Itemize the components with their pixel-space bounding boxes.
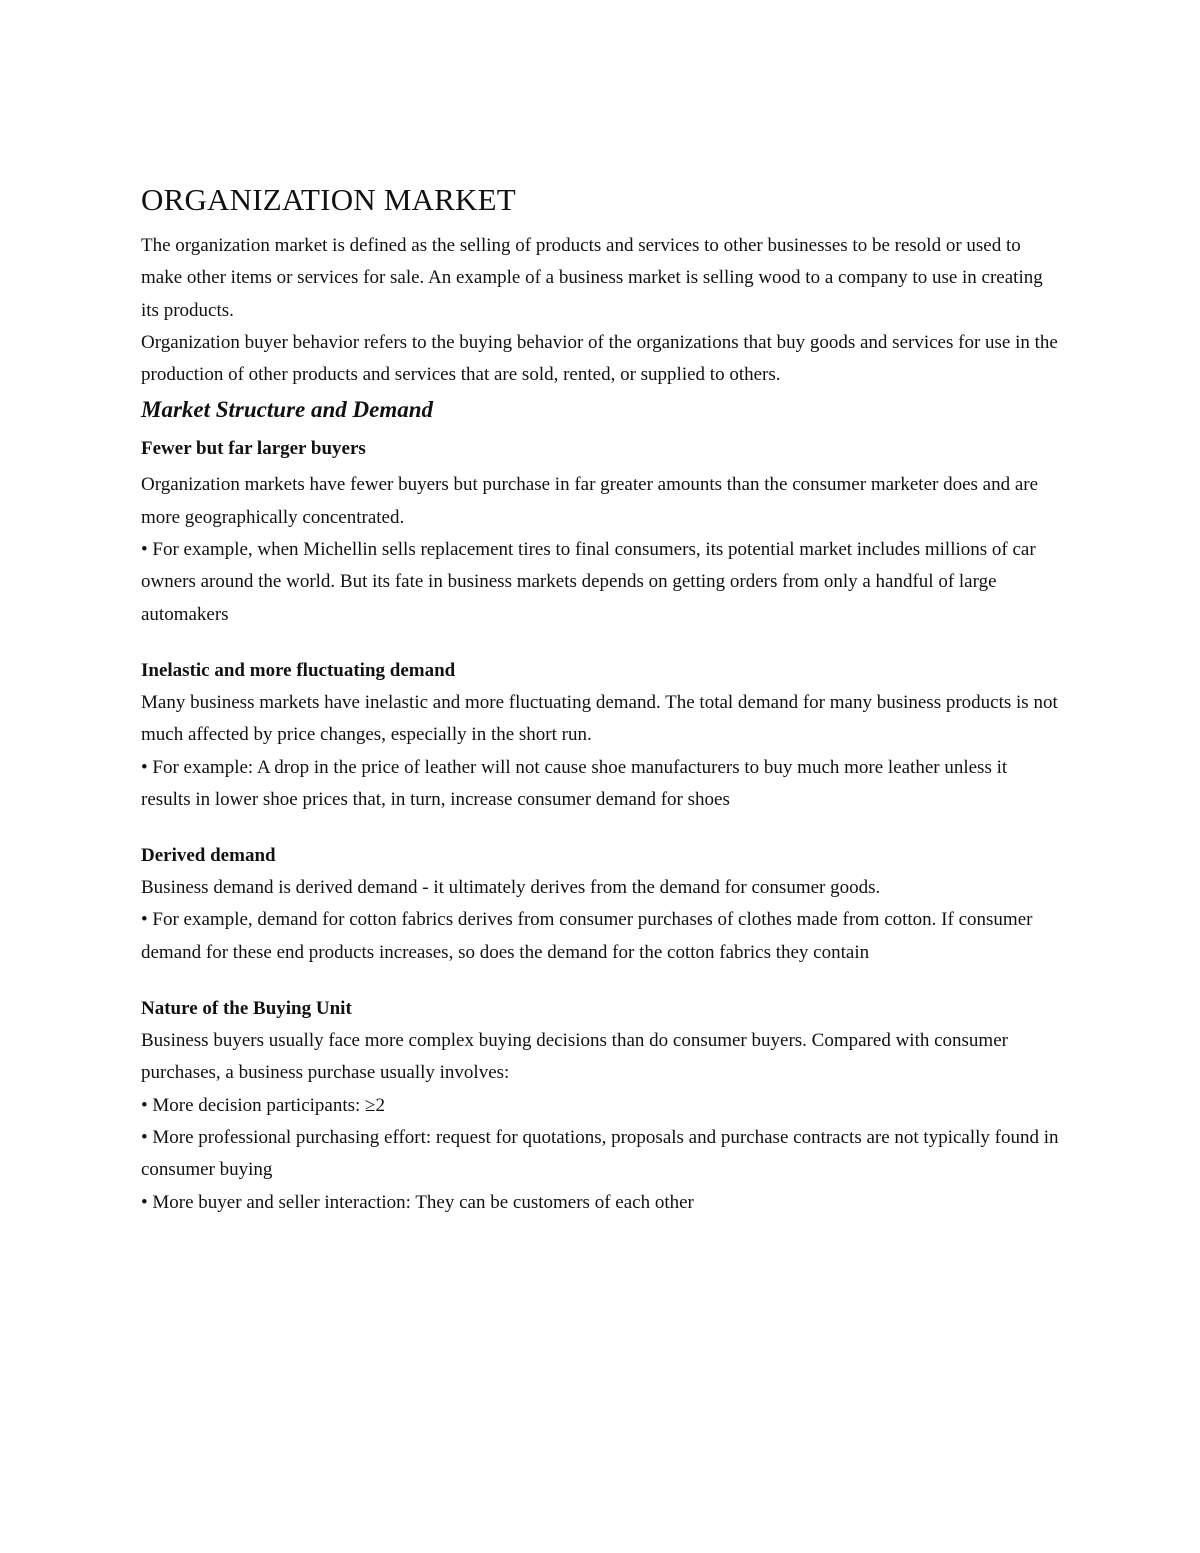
- subsection-body-buying-unit: Business buyers usually face more complex buying decisions than do consumer buyers. Compared with consumer purchases, a business purchase usually involves:: [141, 1030, 1008, 1084]
- document-page: [141, 180, 1061, 1219]
- subsection-body-derived-demand: Business demand is derived demand - it ultimately derives from the demand for consumer goods.: [141, 877, 881, 899]
- spacer: [141, 631, 1061, 655]
- bullet-item: • More buyer and seller interaction: They can be customers of each other: [141, 1191, 694, 1213]
- bullet-item: • For example, demand for cotton fabrics derives from consumer purchases of clothes made from cotton. If consumer demand for these end products increases, so does the demand for the cotton fabrics they contain: [141, 909, 1033, 963]
- subsection-body-inelastic-demand: Many business markets have inelastic and more fluctuating demand. The total demand for many business products is not much affected by price changes, especially in the short run.: [141, 691, 1058, 746]
- subsection-heading-inelastic-demand: Inelastic and more fluctuating demand: [141, 659, 456, 681]
- subsection-heading-derived-demand: Derived demand: [141, 845, 276, 867]
- subsection-heading-buying-unit: Nature of the Buying Unit: [141, 998, 352, 1020]
- spacer: [141, 969, 1061, 993]
- subsection-body-fewer-buyers: Organization markets have fewer buyers but purchase in far greater amounts than the consumer marketer does and are more geographically concentrated.: [141, 474, 1039, 528]
- intro-paragraph-2: Organization buyer behavior refers to the buying behavior of the organizations that buy goods and services for use in the production of other products and services that are sold, rented, or supplied to others.: [141, 331, 1058, 386]
- bullet-item: • For example: A drop in the price of leather will not cause shoe manufacturers to buy much more leather unless it results in lower shoe prices that, in turn, increase consumer demand for shoes: [141, 756, 1008, 810]
- bullet-item: • For example, when Michellin sells replacement tires to final consumers, its potential market includes millions of car owners around the world. But its fate in business markets depends on getting orders from only a handful of large automakers: [141, 539, 1036, 625]
- bullet-item: • More professional purchasing effort: request for quotations, proposals and purchase contracts are not typically found in consumer buying: [141, 1126, 1059, 1181]
- document-title: ORGANIZATION MARKET: [141, 182, 516, 217]
- subsection-heading-fewer-buyers: Fewer but far larger buyers: [141, 438, 366, 460]
- section-heading: Market Structure and Demand: [141, 397, 434, 423]
- spacer: [141, 816, 1061, 840]
- intro-paragraph-1: The organization market is defined as the selling of products and services to other businesses to be resold or used to make other items or services for sale. An example of a business market is selling wood to a company to use in creating its products.: [141, 235, 1043, 321]
- bullet-item: • More decision participants: ≥2: [141, 1094, 385, 1116]
